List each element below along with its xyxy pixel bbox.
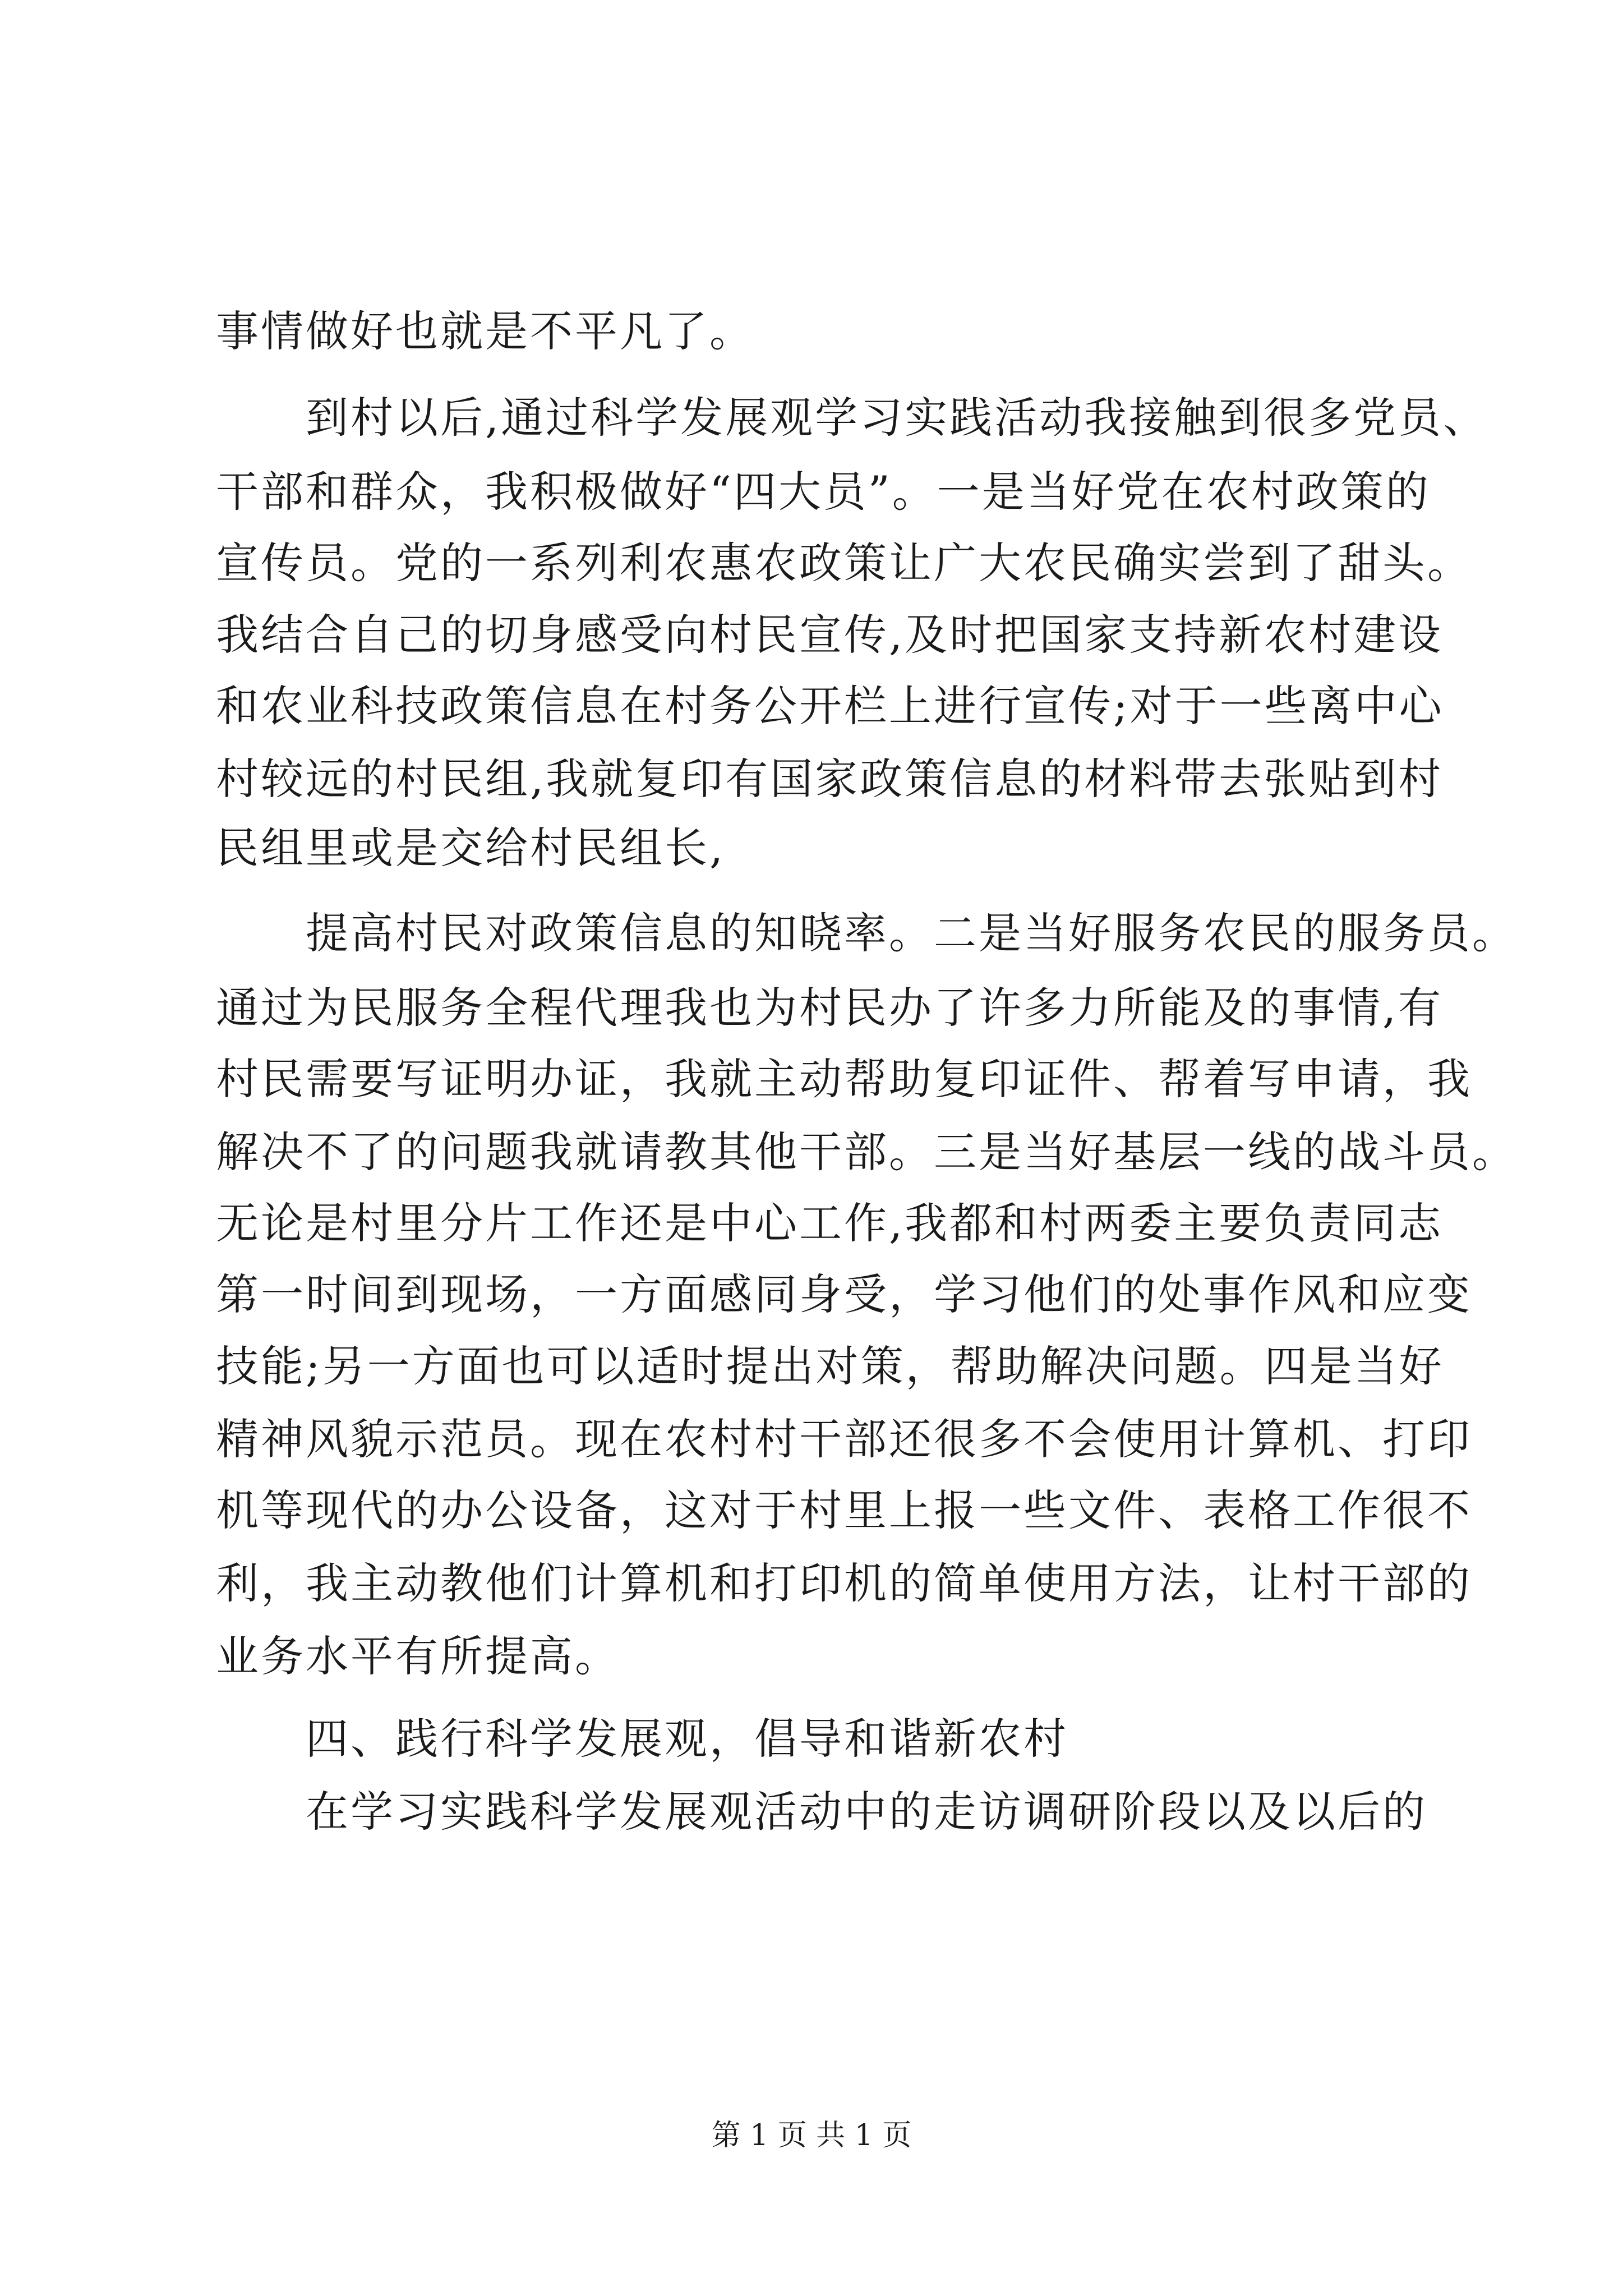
text-line: 解决不了的问题我就请教其他干部。三是当好基层一线的战斗员。 [216,1127,1517,1177]
text-line: 宣传员。党的一系列利农惠农政策让广大农民确实尝到了甜头。 [216,538,1472,588]
text-line: 村较远的村民组,我就复印有国家政策信息的材料带去张贴到村 [216,754,1444,804]
text-line: 机等现代的办公设备，这对于村里上报一些文件、表格工作很不 [216,1485,1472,1535]
paragraph-start-line: 提高村民对政策信息的知晓率。二是当好服务农民的服务员。 [306,908,1517,958]
text-line: 我结合自己的切身感受向村民宣传,及时把国家支持新农村建设 [216,610,1444,660]
text-line: 和农业科技政策信息在村务公开栏上进行宣传;对于一些离中心 [216,681,1444,731]
paragraph-start-line: 到村以后,通过科学发展观学习实践活动我接触到很多党员、 [306,393,1488,443]
text-line: 业务水平有所提高。 [216,1631,620,1681]
section-heading: 四、践行科学发展观，倡导和谐新农村 [306,1714,1068,1764]
text-line: 事情做好也就是不平凡了。 [216,306,754,356]
paragraph-start-line: 在学习实践科学发展观活动中的走访调研阶段以及以后的 [306,1787,1427,1837]
text-line: 技能;另一方面也可以适时提出对策，帮助解决问题。四是当好 [216,1341,1444,1391]
page-number-footer: 第 1 页 共 1 页 [711,2119,912,2152]
text-line: 干部和群众，我积极做好“四大员”。一是当好党在农村政策的 [216,467,1431,517]
text-line: 利，我主动教他们计算机和打印机的简单使用方法，让村干部的 [216,1558,1472,1608]
text-line: 第一时间到现场，一方面感同身受，学习他们的处事作风和应变 [216,1269,1472,1319]
text-line: 民组里或是交给村民组长, [216,823,726,873]
text-line: 通过为民服务全程代理我也为村民办了许多力所能及的事情,有 [216,983,1444,1033]
text-line: 精神风貌示范员。现在农村村干部还很多不会使用计算机、打印 [216,1414,1472,1464]
text-line: 村民需要写证明办证，我就主动帮助复印证件、帮着写申请，我 [216,1054,1472,1104]
text-line: 无论是村里分片工作还是中心工作,我都和村两委主要负责同志 [216,1198,1444,1248]
